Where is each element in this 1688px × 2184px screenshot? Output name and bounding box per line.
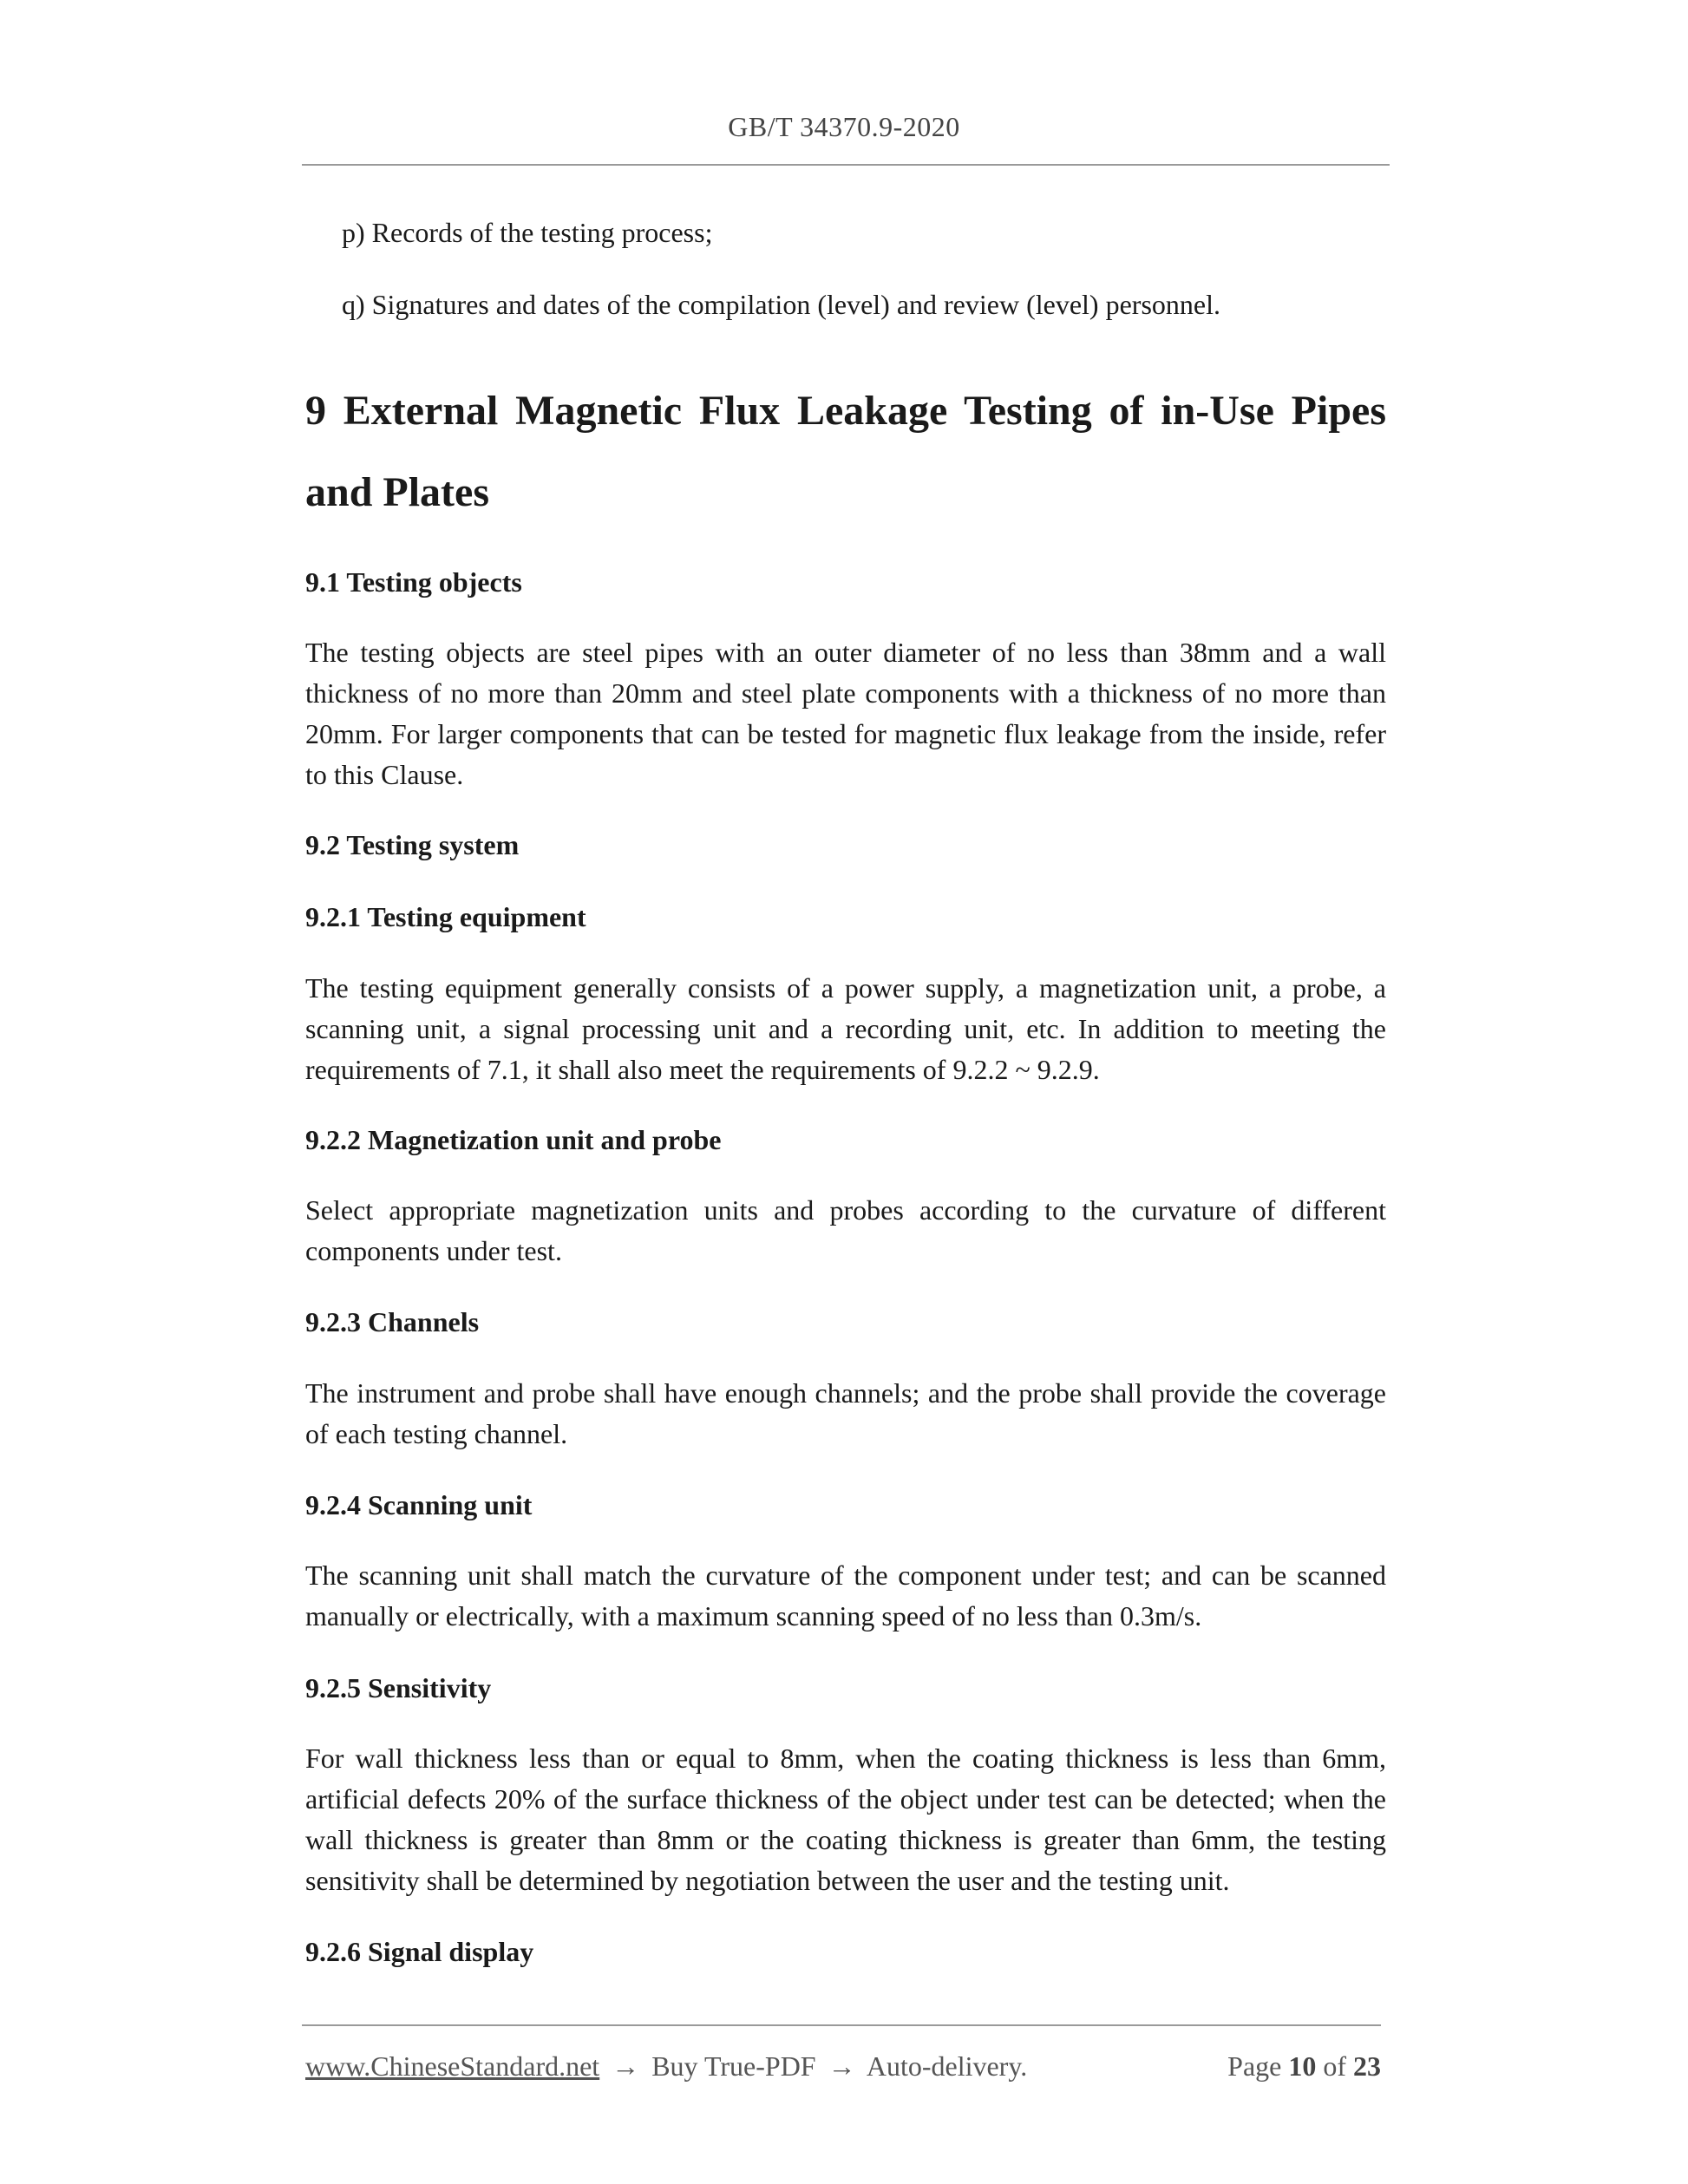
paragraph-9-2-2: Select appropriate magnetization units and probes according to the curvature of different components under test. [305,1194,1386,1266]
heading-9-2-5: 9.2.5 Sensitivity [305,1672,492,1703]
paragraph-9-2-3: The instrument and probe shall have enough channels; and the probe shall provide the coverage of each testing channel. [305,1377,1386,1449]
heading-9-1: 9.1 Testing objects [305,566,522,598]
heading-9-2-3: 9.2.3 Channels [305,1306,480,1337]
heading-9-2-6: 9.2.6 Signal display [305,1936,534,1967]
auto-delivery-text: Auto-delivery. [866,2050,1028,2082]
buy-pdf-text: Buy True-PDF [651,2050,816,2082]
arrow-right-icon: → [828,2050,856,2082]
footer-divider [302,2024,1381,2026]
arrow-right-icon: → [612,2050,640,2082]
header-divider [302,164,1390,166]
page-counter [1227,2045,1381,2087]
page-current: 10 [1288,2050,1317,2082]
heading-9-2-1: 9.2.1 Testing equipment [305,901,586,932]
chapter-title-line-2: and Plates [305,469,490,515]
footer-promo [305,2045,1027,2087]
document-code-header: GB/T 34370.9-2020 [728,111,960,142]
list-item-q: q) Signatures and dates of the compilation (level) and review (level) personnel. [342,289,1220,320]
paragraph-9-2-5: For wall thickness less than or equal to 8mm, when the coating thickness is less than 6mm, artificial defects 20% of the surface thickness of the object under test can be detected; when the wall thickness is greater than 8mm or the coating thickness is greater than 6mm, the testing sensitivity shall be determined by negotiation between the user and the testing unit. [305,1743,1386,1896]
list-item-p: p) Records of the testing process; [342,217,713,248]
chapter-title [305,370,1386,533]
page-label: Page [1227,2050,1282,2082]
page-of-label: of [1323,2050,1346,2082]
paragraph-9-2-1: The testing equipment generally consists of a power supply, a magnetization unit, a probe, a scanning unit, a signal processing unit and a recording unit, etc. In addition to meeting the requirements of 7.1, it shall also meet the requirements of 9.2.2 ~ 9.2.9. [305,972,1386,1085]
chapter-title-line-1: 9 External Magnetic Flux Leakage Testing of in-Use Pipes [305,388,1386,434]
heading-9-2-4: 9.2.4 Scanning unit [305,1489,533,1520]
page-total: 23 [1353,2050,1381,2082]
paragraph-9-1: The testing objects are steel pipes with an outer diameter of no less than 38mm and a wall thickness of no more than 20mm and steel plate components with a thickness of no more than 20mm. For larger components that can be tested for magnetic flux leakage from the inside, refer to this Clause. [305,637,1386,790]
heading-9-2-2: 9.2.2 Magnetization unit and probe [305,1124,722,1155]
heading-9-2: 9.2 Testing system [305,829,520,860]
website-link[interactable]: www.ChineseStandard.net [305,2050,600,2082]
paragraph-9-2-4: The scanning unit shall match the curvature of the component under test; and can be scanned manually or electrically, with a maximum scanning speed of no less than 0.3m/s. [305,1560,1386,1631]
